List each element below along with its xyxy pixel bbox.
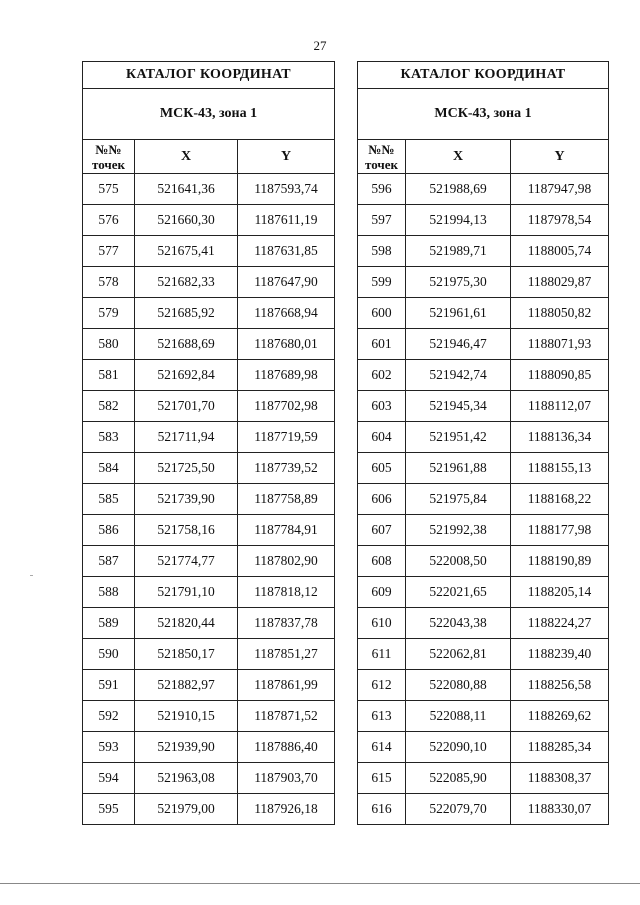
x-coordinate-cell: 521758,16 [135,515,238,546]
table-row [358,515,609,546]
table-row [83,577,335,608]
point-number-cell: 597 [358,205,406,236]
y-coordinate-cell: 1188168,22 [511,484,609,515]
x-coordinate-cell: 521711,94 [135,422,238,453]
x-coordinate-cell: 521988,69 [406,174,511,205]
point-number-cell: 588 [83,577,135,608]
point-number-cell: 616 [358,794,406,825]
header-x: X [135,140,238,174]
y-coordinate-cell: 1187837,78 [238,608,335,639]
y-coordinate-cell: 1187739,52 [238,453,335,484]
x-coordinate-cell: 521961,61 [406,298,511,329]
x-coordinate-cell: 521739,90 [135,484,238,515]
point-number-cell: 592 [83,701,135,732]
table-row [83,670,335,701]
point-number-cell: 602 [358,360,406,391]
x-coordinate-cell: 522088,11 [406,701,511,732]
table-row [83,453,335,484]
x-coordinate-cell: 521692,84 [135,360,238,391]
catalog-zone: МСК-43, зона 1 [358,89,609,140]
point-number-cell: 594 [83,763,135,794]
point-number-cell: 601 [358,329,406,360]
point-number-cell: 607 [358,515,406,546]
point-number-cell: 605 [358,453,406,484]
point-number-cell: 598 [358,236,406,267]
y-coordinate-cell: 1188177,98 [511,515,609,546]
y-coordinate-cell: 1187719,59 [238,422,335,453]
point-number-cell: 613 [358,701,406,732]
y-coordinate-cell: 1188155,13 [511,453,609,484]
y-coordinate-cell: 1187689,98 [238,360,335,391]
table-row [358,329,609,360]
x-coordinate-cell: 521774,77 [135,546,238,577]
table-row [358,794,609,825]
table-row [358,174,609,205]
y-coordinate-cell: 1187631,85 [238,236,335,267]
x-coordinate-cell: 521951,42 [406,422,511,453]
table-row [358,546,609,577]
y-coordinate-cell: 1188190,89 [511,546,609,577]
header-point-number [83,140,135,174]
y-coordinate-cell: 1188308,37 [511,763,609,794]
point-number-cell: 579 [83,298,135,329]
table-row [83,236,335,267]
y-coordinate-cell: 1187668,94 [238,298,335,329]
catalog-title: КАТАЛОГ КООРДИНАТ [83,62,335,89]
x-coordinate-cell: 521660,30 [135,205,238,236]
y-coordinate-cell: 1188269,62 [511,701,609,732]
x-coordinate-cell: 521791,10 [135,577,238,608]
y-coordinate-cell: 1187926,18 [238,794,335,825]
point-number-cell: 578 [83,267,135,298]
table-row [358,453,609,484]
y-coordinate-cell: 1188112,07 [511,391,609,422]
x-coordinate-cell: 522062,81 [406,639,511,670]
table-row [83,794,335,825]
catalog-body [83,174,335,825]
y-coordinate-cell: 1187818,12 [238,577,335,608]
point-number-cell: 610 [358,608,406,639]
header-point-number-line1: №№ [368,141,395,157]
point-number-cell: 608 [358,546,406,577]
point-number-cell: 584 [83,453,135,484]
y-coordinate-cell: 1187871,52 [238,701,335,732]
x-coordinate-cell: 521682,33 [135,267,238,298]
y-coordinate-cell: 1188224,27 [511,608,609,639]
y-coordinate-cell: 1188090,85 [511,360,609,391]
y-coordinate-cell: 1188071,93 [511,329,609,360]
table-row [83,267,335,298]
table-row [83,639,335,670]
y-coordinate-cell: 1188029,87 [511,267,609,298]
y-coordinate-cell: 1187802,90 [238,546,335,577]
y-coordinate-cell: 1188005,74 [511,236,609,267]
page-number: 27 [313,38,327,53]
table-row [83,360,335,391]
y-coordinate-cell: 1188239,40 [511,639,609,670]
point-number-cell: 606 [358,484,406,515]
x-coordinate-cell: 522090,10 [406,732,511,763]
x-coordinate-cell: 521989,71 [406,236,511,267]
point-number-cell: 582 [83,391,135,422]
x-coordinate-cell: 521641,36 [135,174,238,205]
y-coordinate-cell: 1187978,54 [511,205,609,236]
point-number-cell: 604 [358,422,406,453]
table-row [83,608,335,639]
point-number-cell: 581 [83,360,135,391]
x-coordinate-cell: 521945,34 [406,391,511,422]
table-row [83,515,335,546]
table-row [358,670,609,701]
table-row [83,763,335,794]
point-number-cell: 612 [358,670,406,701]
header-point-number-line2: точек [92,156,125,172]
x-coordinate-cell: 522080,88 [406,670,511,701]
table-row [83,732,335,763]
table-row [358,484,609,515]
table-row [358,298,609,329]
x-coordinate-cell: 521961,88 [406,453,511,484]
y-coordinate-cell: 1188256,58 [511,670,609,701]
table-row [83,422,335,453]
y-coordinate-cell: 1187647,90 [238,267,335,298]
y-coordinate-cell: 1187611,19 [238,205,335,236]
x-coordinate-cell: 522008,50 [406,546,511,577]
point-number-cell: 614 [358,732,406,763]
x-coordinate-cell: 522079,70 [406,794,511,825]
table-row [358,763,609,794]
table-row [358,639,609,670]
table-row [358,701,609,732]
table-row [358,577,609,608]
table-row [358,608,609,639]
x-coordinate-cell: 522085,90 [406,763,511,794]
x-coordinate-cell: 521725,50 [135,453,238,484]
point-number-cell: 585 [83,484,135,515]
table-row [83,298,335,329]
x-coordinate-cell: 521820,44 [135,608,238,639]
x-coordinate-cell: 521910,15 [135,701,238,732]
point-number-cell: 591 [83,670,135,701]
point-number-cell: 600 [358,298,406,329]
x-coordinate-cell: 521963,08 [135,763,238,794]
x-coordinate-cell: 521685,92 [135,298,238,329]
point-number-cell: 603 [358,391,406,422]
y-coordinate-cell: 1188330,07 [511,794,609,825]
point-number-cell: 615 [358,763,406,794]
x-coordinate-cell: 521882,97 [135,670,238,701]
table-row [358,236,609,267]
point-number-cell: 577 [83,236,135,267]
y-coordinate-cell: 1187680,01 [238,329,335,360]
y-coordinate-cell: 1188050,82 [511,298,609,329]
point-number-cell: 599 [358,267,406,298]
table-row [83,546,335,577]
header-point-number-line1: №№ [95,141,122,157]
point-number-cell: 583 [83,422,135,453]
x-coordinate-cell: 522021,65 [406,577,511,608]
table-row [358,360,609,391]
x-coordinate-cell: 521688,69 [135,329,238,360]
y-coordinate-cell: 1187593,74 [238,174,335,205]
coordinate-catalog-table-right [357,61,609,825]
point-number-cell: 593 [83,732,135,763]
x-coordinate-cell: 521939,90 [135,732,238,763]
table-row [83,329,335,360]
point-number-cell: 596 [358,174,406,205]
x-coordinate-cell: 521946,47 [406,329,511,360]
catalog-title: КАТАЛОГ КООРДИНАТ [358,62,609,89]
header-x: X [406,140,511,174]
y-coordinate-cell: 1188136,34 [511,422,609,453]
table-row [83,484,335,515]
x-coordinate-cell: 521975,84 [406,484,511,515]
y-coordinate-cell: 1187702,98 [238,391,335,422]
table-row [83,701,335,732]
y-coordinate-cell: 1187886,40 [238,732,335,763]
y-coordinate-cell: 1187903,70 [238,763,335,794]
table-row [358,267,609,298]
point-number-cell: 589 [83,608,135,639]
point-number-cell: 576 [83,205,135,236]
point-number-cell: 590 [83,639,135,670]
point-number-cell: 575 [83,174,135,205]
table-row [358,732,609,763]
catalog-body [358,174,609,825]
point-number-cell: 586 [83,515,135,546]
table-row [83,205,335,236]
table-row [83,391,335,422]
header-y: Y [511,140,609,174]
y-coordinate-cell: 1187784,91 [238,515,335,546]
point-number-cell: 587 [83,546,135,577]
x-coordinate-cell: 521979,00 [135,794,238,825]
table-row [358,422,609,453]
catalog-zone: МСК-43, зона 1 [83,89,335,140]
point-number-cell: 611 [358,639,406,670]
table-row [358,205,609,236]
x-coordinate-cell: 521850,17 [135,639,238,670]
margin-mark [30,575,33,576]
x-coordinate-cell: 521992,38 [406,515,511,546]
point-number-cell: 609 [358,577,406,608]
point-number-cell: 595 [83,794,135,825]
y-coordinate-cell: 1188205,14 [511,577,609,608]
x-coordinate-cell: 521975,30 [406,267,511,298]
x-coordinate-cell: 521701,70 [135,391,238,422]
header-y: Y [238,140,335,174]
y-coordinate-cell: 1187758,89 [238,484,335,515]
coordinate-catalog-table-left [82,61,335,825]
point-number-cell: 580 [83,329,135,360]
table-row [83,174,335,205]
x-coordinate-cell: 521994,13 [406,205,511,236]
header-point-number [358,140,406,174]
x-coordinate-cell: 521942,74 [406,360,511,391]
y-coordinate-cell: 1187947,98 [511,174,609,205]
x-coordinate-cell: 521675,41 [135,236,238,267]
header-point-number-line2: точек [365,156,398,172]
x-coordinate-cell: 522043,38 [406,608,511,639]
y-coordinate-cell: 1187851,27 [238,639,335,670]
y-coordinate-cell: 1187861,99 [238,670,335,701]
y-coordinate-cell: 1188285,34 [511,732,609,763]
table-row [358,391,609,422]
footer-divider [0,883,640,884]
